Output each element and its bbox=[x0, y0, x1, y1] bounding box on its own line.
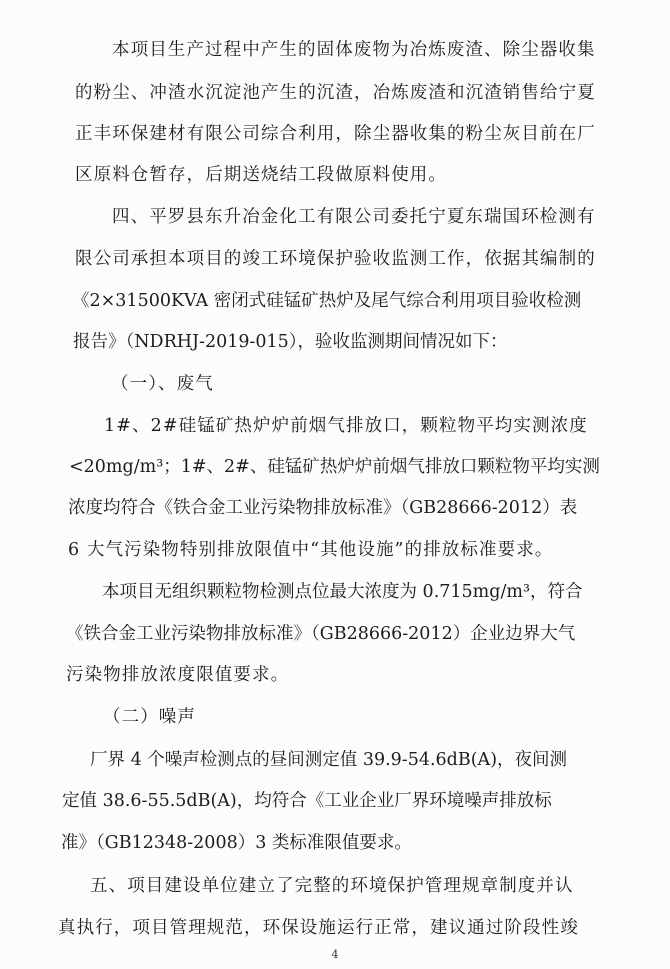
section-heading-noise: （二）噪声 bbox=[103, 707, 196, 727]
paragraph-noise-line-3: 准》（GB12348-2008）3 类标准限值要求。 bbox=[61, 833, 412, 853]
paragraph-3-line-4: 区原料仓暂存，后期送烧结工段做原料使用。 bbox=[75, 165, 447, 185]
paragraph-exhaust-line-4: 6 大气污染物特别排放限值中“其他设施”的排放标准要求。 bbox=[68, 540, 554, 560]
paragraph-3-line-3: 正丰环保建材有限公司综合利用，除尘器收集的粉尘灰目前在厂 bbox=[75, 124, 596, 144]
paragraph-4-line-4: 报告》（NDRHJ-2019-015），验收监测期间情况如下： bbox=[73, 332, 508, 352]
paragraph-noise-line-2: 定值 38.6-55.5dB(A)，均符合《工业企业厂界环境噪声排放标 bbox=[62, 791, 552, 811]
paragraph-3-line-2: 的粉尘、冲渣水沉淀池产生的沉渣，冶炼废渣和沉渣销售给宁夏 bbox=[75, 83, 596, 103]
paragraph-exhaust-line-1: 1#、2#硅锰矿热炉炉前烟气排放口，颗粒物平均实测浓度 bbox=[104, 416, 588, 436]
paragraph-4-line-1: 四、平罗县东升冶金化工有限公司委托宁夏东瑞国环检测有 bbox=[112, 207, 596, 227]
paragraph-4-line-2: 限公司承担本项目的竣工环境保护验收监测工作，依据其编制的 bbox=[75, 249, 596, 269]
paragraph-fugitive-line-1: 本项目无组织颗粒物检测点位最大浓度为 0.715mg/m³，符合 bbox=[102, 582, 583, 602]
paragraph-5-line-1: 五、项目建设单位建立了完整的环境保护管理规章制度并认 bbox=[90, 876, 574, 896]
paragraph-5-line-2: 真执行，项目管理规范，环保设施运行正常，建议通过阶段性竣 bbox=[58, 918, 579, 938]
paragraph-fugitive-line-2: 《铁合金工业污染物排放标准》（GB28666-2012）企业边界大气 bbox=[66, 624, 576, 644]
paragraph-4-line-3: 《2×31500KVA 密闭式硅锰矿热炉及尾气综合利用项目验收检测 bbox=[72, 291, 582, 311]
paragraph-exhaust-line-2: <20mg/m³；1#、2#、硅锰矿热炉炉前烟气排放口颗粒物平均实测 bbox=[69, 457, 600, 477]
section-heading-exhaust: （一）、废气 bbox=[111, 374, 214, 394]
paragraph-3-line-1: 本项目生产过程中产生的固体废物为冶炼废渣、除尘器收集 bbox=[112, 40, 596, 60]
paragraph-noise-line-1: 厂界 4 个噪声检测点的昼间测定值 39.9-54.6dB(A)，夜间测 bbox=[90, 750, 568, 770]
paragraph-fugitive-line-3: 污染物排放浓度限值要求。 bbox=[66, 665, 290, 685]
paragraph-exhaust-line-3: 浓度均符合《铁合金工业污染物排放标准》（GB28666-2012）表 bbox=[68, 498, 578, 518]
page-number: 4 bbox=[331, 948, 339, 961]
